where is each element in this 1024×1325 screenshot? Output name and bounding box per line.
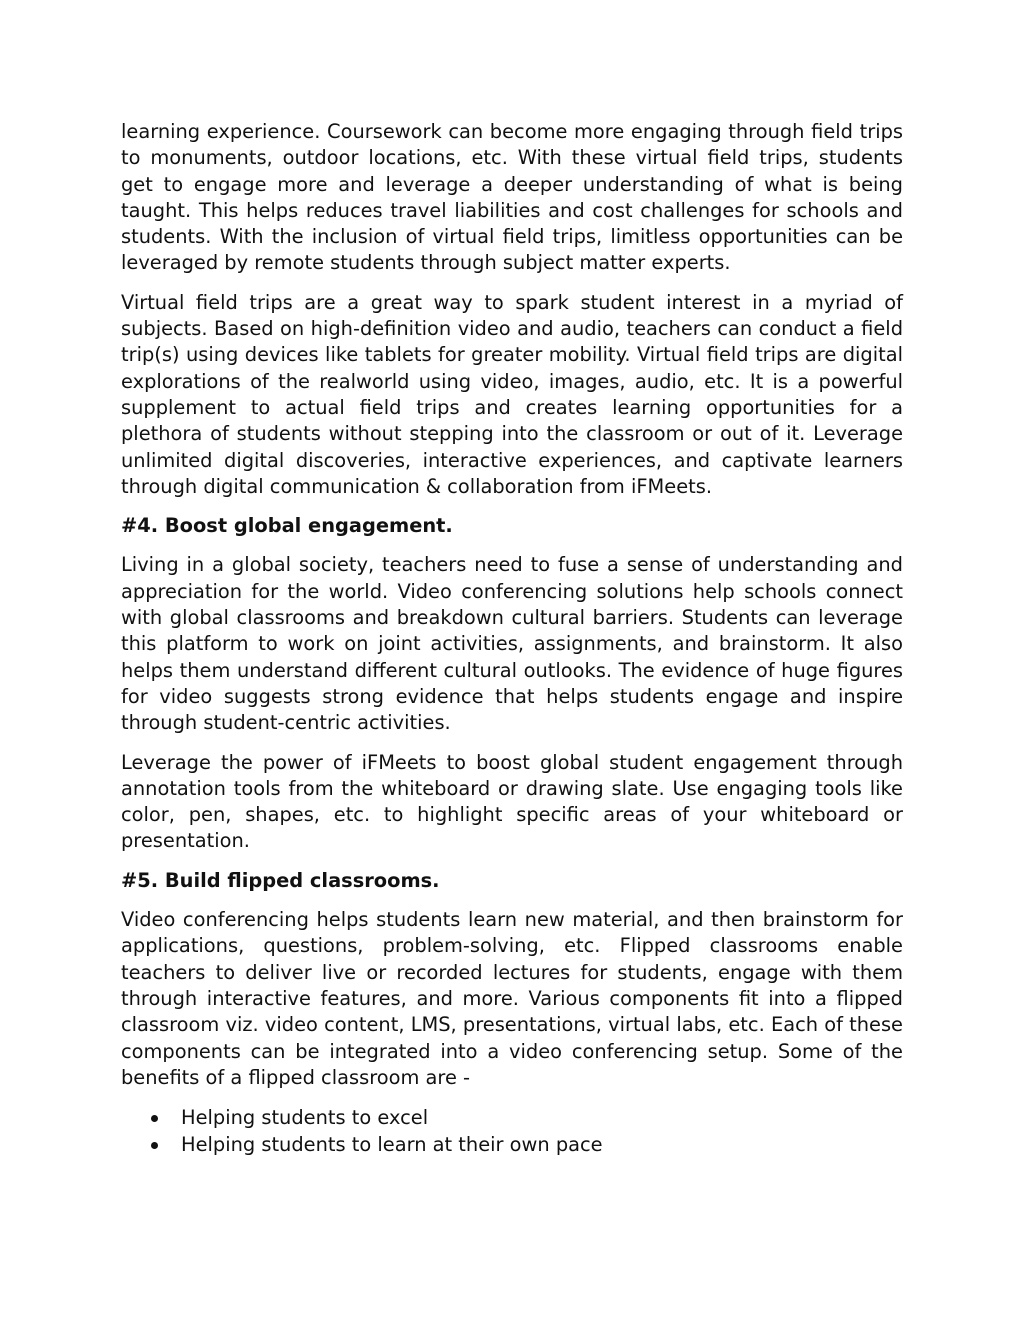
paragraph-virtual-trips: Virtual field trips are a great way to spark student interest in a myriad of subjects. Based on high-definition video and audio, teachers can conduct a field trip(s) using devices like tablets for greater mobility. Virtual field trips are digital explorations of the realworld using video, images, audio, etc. It is a powerful supplement to actual field trips and creates learning opportunities for a plethora of students without stepping into the classroom or out of it. Leverage unlimited digital discoveries, interactive experiences, and captivate learners through digital communication & collaboration from iFMeets. <box>121 290 903 498</box>
bullet-icon <box>151 1142 158 1149</box>
heading-boost-global-engagement: #4. Boost global engagement. <box>121 514 453 538</box>
document-page <box>121 119 903 1158</box>
bullet-icon <box>151 1115 158 1122</box>
heading-build-flipped-classrooms: #5. Build flipped classrooms. <box>121 868 440 892</box>
paragraph-global-society: Living in a global society, teachers need to fuse a sense of understanding and appreciation for the world. Video conferencing solutions help schools connect with global classrooms and breakdown cultural barriers. Students can leverage this platform to work on joint activities, assignments, and brainstorm. It also helps them understand different cultural outlooks. The evidence of huge figures for video suggests strong evidence that helps students engage and inspire through student-centric activities. <box>121 553 903 735</box>
list-item-text: Helping students to excel <box>181 1106 429 1130</box>
paragraph-flipped-classrooms: Video conferencing helps students learn new material, and then brainstorm for applications, questions, problem-solving, etc. Flipped classrooms enable teachers to deliver live or recorded lectures for students, engage with them through interactive features, and more. Various components fit into a flipped classroom viz. video content, LMS, presentations, virtual labs, etc. Each of these components can be integrated into a video conferencing setup. Some of the benefits of a flipped classroom are - <box>121 908 903 1089</box>
paragraph-leverage-ifmeets: Leverage the power of iFMeets to boost global student engagement through annotation tools from the whiteboard or drawing slate. Use engaging tools like color, pen, shapes, etc. to highlight specific areas of your whiteboard or presentation. <box>121 750 903 853</box>
paragraph-virtual-trips-intro: learning experience. Coursework can become more engaging through field trips to monuments, outdoor locations, etc. With these virtual field trips, students get to engage more and leverage a deeper understanding of what is being taught. This helps reduces travel liabilities and cost challenges for schools and students. With the inclusion of virtual field trips, limitless opportunities can be leveraged by remote students through subject matter experts. <box>121 120 903 275</box>
list-item <box>121 1104 903 1131</box>
benefits-list <box>121 1104 903 1158</box>
list-item <box>121 1131 903 1158</box>
list-item-text: Helping students to learn at their own pace <box>181 1133 603 1157</box>
